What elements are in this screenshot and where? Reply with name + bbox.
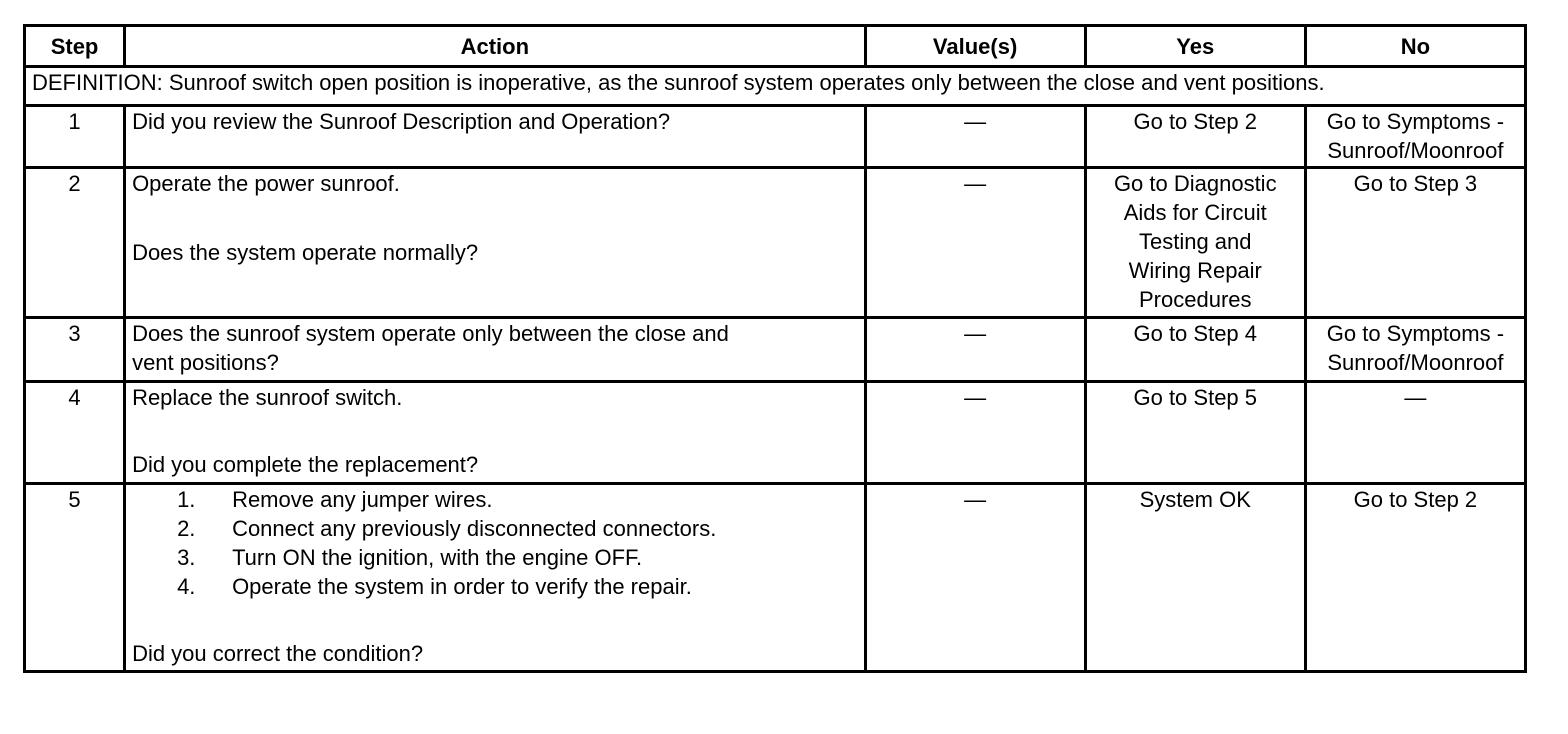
table-row xyxy=(25,484,1526,672)
no-cell xyxy=(1305,106,1525,168)
table-row xyxy=(25,318,1526,382)
value-cell: — xyxy=(865,106,1085,168)
header-yes: Yes xyxy=(1085,26,1305,67)
step-number: 4 xyxy=(25,382,125,484)
list-text: Connect any previously disconnected connectors. xyxy=(232,516,717,541)
no-cell xyxy=(1305,318,1525,382)
list-number: 2. xyxy=(177,516,196,541)
definition-text: DEFINITION: Sunroof switch open position is inoperative, as the sunroof system operates only between the close and vent positions. xyxy=(25,67,1526,106)
no-line: Sunroof/Moonroof xyxy=(1327,138,1504,163)
step-number: 3 xyxy=(25,318,125,382)
header-row xyxy=(25,26,1526,67)
action-cell xyxy=(125,382,865,484)
no-line: Sunroof/Moonroof xyxy=(1327,350,1504,375)
no-line: Go to Symptoms - xyxy=(1326,109,1505,134)
no-cell: Go to Step 2 xyxy=(1305,484,1525,672)
action-question: Does the system operate normally? xyxy=(132,240,479,265)
procedure-list xyxy=(132,485,857,601)
no-cell: — xyxy=(1305,382,1525,484)
yes-cell: System OK xyxy=(1085,484,1305,672)
header-no: No xyxy=(1305,26,1525,67)
list-item xyxy=(132,514,857,543)
action-text: Replace the sunroof switch. xyxy=(132,385,403,410)
list-item xyxy=(132,572,857,601)
list-number: 3. xyxy=(177,545,196,570)
value-cell: — xyxy=(865,168,1085,318)
header-action: Action xyxy=(125,26,865,67)
value-cell: — xyxy=(865,382,1085,484)
no-line: Go to Symptoms - xyxy=(1326,321,1505,346)
step-number: 1 xyxy=(25,106,125,168)
action-cell xyxy=(125,318,865,382)
table-row xyxy=(25,168,1526,318)
yes-cell: Go to Step 2 xyxy=(1085,106,1305,168)
action-text: Did you review the Sunroof Description and Operation? xyxy=(132,109,671,134)
yes-cell xyxy=(1085,168,1305,318)
yes-cell: Go to Step 5 xyxy=(1085,382,1305,484)
list-number: 4. xyxy=(177,574,196,599)
header-step: Step xyxy=(25,26,125,67)
list-number: 1. xyxy=(177,487,196,512)
yes-line: Wiring Repair xyxy=(1128,258,1262,283)
action-question: Did you complete the replacement? xyxy=(132,452,479,477)
action-text: Does the sunroof system operate only between the close and xyxy=(132,321,729,346)
list-text: Operate the system in order to verify the repair. xyxy=(232,574,692,599)
action-cell xyxy=(125,106,865,168)
yes-line: Testing and xyxy=(1138,229,1252,254)
no-cell: Go to Step 3 xyxy=(1305,168,1525,318)
action-cell xyxy=(125,484,865,672)
action-question: Did you correct the condition? xyxy=(132,641,424,666)
yes-line: Procedures xyxy=(1139,287,1252,312)
diagnostic-table xyxy=(23,24,1527,673)
value-cell: — xyxy=(865,318,1085,382)
yes-line: Go to Diagnostic xyxy=(1113,171,1277,196)
action-text: Operate the power sunroof. xyxy=(132,171,400,196)
step-number: 2 xyxy=(25,168,125,318)
table-row xyxy=(25,106,1526,168)
list-text: Remove any jumper wires. xyxy=(232,487,493,512)
yes-line: Aids for Circuit xyxy=(1123,200,1267,225)
definition-row xyxy=(25,67,1526,106)
header-values: Value(s) xyxy=(865,26,1085,67)
list-item xyxy=(132,485,857,514)
action-text: vent positions? xyxy=(132,350,279,375)
value-cell: — xyxy=(865,484,1085,672)
list-text: Turn ON the ignition, with the engine OFF. xyxy=(232,545,643,570)
step-number: 5 xyxy=(25,484,125,672)
action-cell xyxy=(125,168,865,318)
table-row xyxy=(25,382,1526,484)
yes-cell: Go to Step 4 xyxy=(1085,318,1305,382)
list-item xyxy=(132,543,857,572)
